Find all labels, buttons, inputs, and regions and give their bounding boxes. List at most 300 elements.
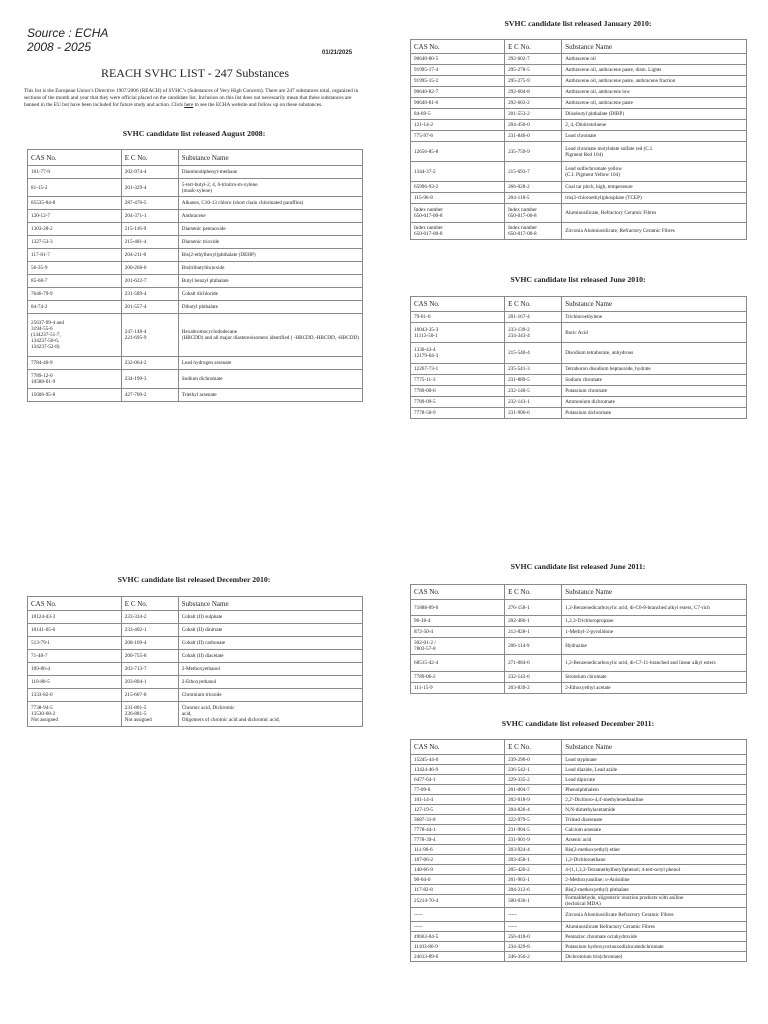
- cas-number-cell: 12267-73-1: [411, 364, 505, 375]
- ec-number-cell: 427-700-2: [121, 389, 178, 402]
- source-label: Source : ECHA: [27, 26, 109, 40]
- ec-number-cell: 232-140-5: [505, 386, 562, 397]
- substance-name-cell: Pentazinc chromate octahydroxide: [562, 932, 747, 942]
- cas-number-cell: 90-04-0: [411, 875, 505, 885]
- substance-name-cell: Sodium dichromate: [178, 370, 362, 389]
- cas-number-cell: 1303-28-2: [28, 223, 122, 236]
- ec-number-cell: 231-906-6: [505, 408, 562, 419]
- cas-number-cell: 96-18-4: [411, 616, 505, 627]
- ec-number-cell: 231-889-5: [505, 375, 562, 386]
- substance-name-cell: Anthracene oil, anthracene paste, anthracene fraction: [562, 76, 747, 87]
- ec-number-cell: 239-290-0: [505, 755, 562, 765]
- ec-number-cell: Index number 650-017-00-8: [505, 223, 562, 240]
- substance-name-cell: Hexabromocyclododecane (HBCDD) and all major diastereoisomers identified ( -HBCDD,-HBCDD, -HBCDD): [178, 314, 362, 357]
- table-row: [411, 312, 747, 323]
- table-row: [411, 616, 747, 627]
- column-header-substance-name: Substance Name: [178, 597, 362, 611]
- cas-number-cell: 65996-93-2: [411, 182, 505, 193]
- substance-name-cell: 2-Ethoxyethanol: [178, 676, 362, 689]
- table-row: [28, 611, 363, 624]
- column-header-ec-number: E C No.: [121, 597, 178, 611]
- cas-number-cell: 111-15-9: [411, 683, 505, 694]
- substance-name-cell: Cobalt (II) carbonate: [178, 637, 362, 650]
- substance-name-cell: 2-Methoxyethanol: [178, 663, 362, 676]
- ec-number-cell: 201-167-4: [505, 312, 562, 323]
- ec-number-cell: 203-804-1: [121, 676, 178, 689]
- table-row: [28, 223, 363, 236]
- table-row: [28, 357, 363, 370]
- table-row: [28, 210, 363, 223]
- cas-number-cell: 7738-94-5 13530-68-2 Not assigned: [28, 702, 122, 727]
- table-row: [28, 676, 363, 689]
- column-header-cas-number: CAS No.: [411, 40, 505, 54]
- table-row: [28, 301, 363, 314]
- table-row: [411, 655, 747, 672]
- cas-number-cell: 91995-15-2: [411, 76, 505, 87]
- ec-number-cell: 295-278-5: [505, 65, 562, 76]
- table-row: [411, 875, 747, 885]
- cas-number-cell: 107-06-2: [411, 855, 505, 865]
- ec-number-cell: 295-275-9: [505, 76, 562, 87]
- table-header-row: [411, 585, 747, 600]
- table-row: [411, 627, 747, 638]
- ec-number-cell: 236-542-1: [505, 765, 562, 775]
- ec-number-cell: 233-402-1: [121, 624, 178, 637]
- cas-number-cell: 7789-09-5: [411, 397, 505, 408]
- substance-name-cell: Zirconia Aluminosilicate, Refractory Ceramic Fibres: [562, 223, 747, 240]
- svhc-table-dec2011: [410, 739, 747, 962]
- cas-number-cell: 7789-00-6: [411, 386, 505, 397]
- substance-name-cell: Phenolphthalein: [562, 785, 747, 795]
- table-header-row: [28, 597, 363, 611]
- substance-name-cell: Calcium arsenate: [562, 825, 747, 835]
- column-header-cas-number: CAS No.: [28, 597, 122, 611]
- cas-number-cell: 872-50-4: [411, 627, 505, 638]
- ec-number-cell: 276-158-1: [505, 600, 562, 616]
- ec-number-cell: 292-604-8: [505, 87, 562, 98]
- cas-number-cell: 1344-37-2: [411, 162, 505, 182]
- table-row: [28, 689, 363, 702]
- table-row: [28, 275, 363, 288]
- column-header-ec-number: E C No.: [505, 40, 562, 54]
- substance-name-cell: Sodium chromate: [562, 375, 747, 386]
- table-row: [411, 835, 747, 845]
- cas-number-cell: 90640-82-7: [411, 87, 505, 98]
- table-row: [411, 638, 747, 655]
- cas-number-cell: 7778-39-4: [411, 835, 505, 845]
- cas-number-cell: 11103-86-9: [411, 942, 505, 952]
- table-row: [411, 785, 747, 795]
- cas-number-cell: 775-97-6: [411, 131, 505, 142]
- table-row: [411, 908, 747, 922]
- ec-number-cell: 204-450-0: [505, 120, 562, 131]
- cas-number-cell: 84-74-2: [28, 301, 122, 314]
- substance-name-cell: Alkanes, C10-13 chloro (short chain chlorinated paraffins): [178, 197, 362, 210]
- table-row: [411, 922, 747, 932]
- ec-number-cell: 231-901-9: [505, 835, 562, 845]
- table-row: [411, 162, 747, 182]
- substance-name-cell: tris(2-chloroethyl)phosphate (TCEP): [562, 193, 747, 204]
- table-row: [411, 87, 747, 98]
- table-row: [411, 109, 747, 120]
- ec-number-cell: 203-458-1: [505, 855, 562, 865]
- table-row: [411, 142, 747, 162]
- cas-number-cell: 68515-42-4: [411, 655, 505, 672]
- cas-number-cell: 10141-05-6: [28, 624, 122, 637]
- cas-number-cell: 85-68-7: [28, 275, 122, 288]
- ec-number-cell: 231-846-0: [505, 131, 562, 142]
- column-header-substance-name: Substance Name: [562, 297, 747, 312]
- substance-name-cell: Lead sulfochromate yellow (C.I. Pigment Yellow 104): [562, 162, 747, 182]
- table-row: [28, 197, 363, 210]
- ec-number-cell: 246-356-2: [505, 952, 562, 962]
- substance-name-cell: 1,2,3-Trichloropropane: [562, 616, 747, 627]
- ec-number-cell: 208-169-4: [121, 637, 178, 650]
- cas-number-cell: 110-80-5: [28, 676, 122, 689]
- ec-number-cell: 200-755-8: [121, 650, 178, 663]
- ec-number-cell: 231-589-4: [121, 288, 178, 301]
- cas-number-cell: 10043-35-3 11113-50-1: [411, 323, 505, 343]
- ec-number-cell: 201-553-2: [505, 109, 562, 120]
- substance-name-cell: Diaminodiphenyl-methane: [178, 166, 362, 179]
- cas-number-cell: 109-86-4: [28, 663, 122, 676]
- table-row: [28, 389, 363, 402]
- table-row: [411, 397, 747, 408]
- ec-number-cell: 235-541-3: [505, 364, 562, 375]
- cas-number-cell: 3687-31-8: [411, 815, 505, 825]
- substance-name-cell: 1,2-Benzenedicarboxylic acid, di-C6-8-branched alkyl esters, C7-rich: [562, 600, 747, 616]
- ec-number-cell: 232-143-1: [505, 397, 562, 408]
- ec-number-cell: 232-142-6: [505, 672, 562, 683]
- cas-number-cell: Index number 650-017-00-8: [411, 204, 505, 223]
- ec-number-cell: 204-212-6: [505, 885, 562, 895]
- table-row: [411, 343, 747, 364]
- table-row: [411, 182, 747, 193]
- substance-name-cell: Lead chromate molybdate sulfate red (C.I. Pigment Red 104): [562, 142, 747, 162]
- ec-number-cell: 215-540-4: [505, 343, 562, 364]
- table-row: [411, 408, 747, 419]
- column-header-cas-number: CAS No.: [28, 150, 122, 166]
- column-header-cas-number: CAS No.: [411, 585, 505, 600]
- substance-name-cell: Trilead diarsenate: [562, 815, 747, 825]
- substance-name-cell: Lead diazide, Lead azide: [562, 765, 747, 775]
- table-row: [411, 855, 747, 865]
- table-row: [411, 952, 747, 962]
- table-row: [411, 845, 747, 855]
- cas-number-cell: -----: [411, 922, 505, 932]
- ec-number-cell: 202-918-9: [505, 795, 562, 805]
- cas-number-cell: 91995-17-4: [411, 65, 505, 76]
- table-row: [28, 262, 363, 275]
- cas-number-cell: 7789-12-0 10588-01-9: [28, 370, 122, 389]
- substance-name-cell: 2, 4,-Dinitrotoluene: [562, 120, 747, 131]
- table-row: [411, 795, 747, 805]
- substance-name-cell: Cobalt (II) sulphate: [178, 611, 362, 624]
- ec-number-cell: 212-828-1: [505, 627, 562, 638]
- cas-number-cell: 127-19-5: [411, 805, 505, 815]
- cas-number-cell: 15245-44-0: [411, 755, 505, 765]
- ec-number-cell: -----: [505, 908, 562, 922]
- svhc-table-jun2011: [410, 584, 747, 694]
- substance-name-cell: 1,2-Dichloroethane: [562, 855, 747, 865]
- cas-number-cell: 85535-84-8: [28, 197, 122, 210]
- table-row: [411, 885, 747, 895]
- ec-number-cell: 231-904-5: [505, 825, 562, 835]
- ec-number-cell: 222-979-5: [505, 815, 562, 825]
- ec-number-cell: 215-607-8: [121, 689, 178, 702]
- substance-name-cell: 5-tert-butyl-2, 4, 6-trinitro-m-xylene (musk-xylene): [178, 179, 362, 197]
- substance-name-cell: Cobalt (II) diacetate: [178, 650, 362, 663]
- ec-number-cell: -----: [505, 922, 562, 932]
- cas-number-cell: 71-48-7: [28, 650, 122, 663]
- table-row: [411, 932, 747, 942]
- cas-number-cell: 84-69-5: [411, 109, 505, 120]
- ec-number-cell: 203-924-4: [505, 845, 562, 855]
- section-title-jun2011: SVHC candidate list released June 2011:: [510, 562, 646, 571]
- substance-name-cell: Anthracene: [178, 210, 362, 223]
- substance-name-cell: Bis(2-methoxyethyl) ether: [562, 845, 747, 855]
- substance-name-cell: Disodium tetraborate, anhydrous: [562, 343, 747, 364]
- intro-paragraph: This list is the European Union’s Directive 1907/2006 (REACH) of SVHC’s (Substances of Very High Concern). There are 247 substances total, organized in sections of the month and year that they were official placed on the candidate list. Inclusion on this list does not necessarily mean that these substances are banned in the EU but have been included for future study and action. Click here to see the ECHA website and follow up on these substances.: [24, 88, 359, 109]
- substance-name-cell: Cobalt (II) dinitrate: [178, 624, 362, 637]
- table-header-row: [28, 150, 363, 166]
- cas-number-cell: Index number 650-017-00-8: [411, 223, 505, 240]
- cas-number-cell: 12656-85-8: [411, 142, 505, 162]
- substance-name-cell: 2,2'-Dichloro-4,4'-methylenedianiline: [562, 795, 747, 805]
- substance-name-cell: Coal tar pitch, high, temperature: [562, 182, 747, 193]
- table-row: [411, 131, 747, 142]
- cas-number-cell: 121-14-2: [411, 120, 505, 131]
- table-row: [411, 865, 747, 875]
- table-row: [28, 663, 363, 676]
- table-row: [411, 375, 747, 386]
- table-row: [28, 370, 363, 389]
- table-row: [411, 193, 747, 204]
- ec-number-cell: 256-418-0: [505, 932, 562, 942]
- table-row: [28, 314, 363, 357]
- cas-number-cell: 25214-70-4: [411, 895, 505, 908]
- table-row: [411, 54, 747, 65]
- table-row: [28, 650, 363, 663]
- ec-number-cell: 232-064-2: [121, 357, 178, 370]
- column-header-ec-number: E C No.: [505, 740, 562, 755]
- cas-number-cell: 140-66-9: [411, 865, 505, 875]
- table-row: [411, 98, 747, 109]
- ec-number-cell: 271-084-6: [505, 655, 562, 672]
- substance-name-cell: 2-Ethoxyethyl acetate: [562, 683, 747, 694]
- cas-number-cell: 302-01-2 / 7803-57-8: [411, 638, 505, 655]
- ec-number-cell: 206-114-9: [505, 638, 562, 655]
- cas-number-cell: 7784-40-9: [28, 357, 122, 370]
- substance-name-cell: Boric Acid: [562, 323, 747, 343]
- substance-name-cell: Diisobutyl phthalate (DIBP): [562, 109, 747, 120]
- ec-number-cell: 215-481-4: [121, 236, 178, 249]
- cas-number-cell: 90640-80-5: [411, 54, 505, 65]
- ec-number-cell: 234-329-8: [505, 942, 562, 952]
- substance-name-cell: Lead chromate: [562, 131, 747, 142]
- cas-number-cell: 15606-95-8: [28, 389, 122, 402]
- substance-name-cell: 2-Methoxyaniline; o-Anisidine: [562, 875, 747, 885]
- substance-name-cell: Bis(tributyltin)oxide: [178, 262, 362, 275]
- ec-number-cell: 201-004-7: [505, 785, 562, 795]
- cas-number-cell: 117-82-8: [411, 885, 505, 895]
- substance-name-cell: Arsenic acid: [562, 835, 747, 845]
- cas-number-cell: 1327-53-3: [28, 236, 122, 249]
- table-row: [411, 805, 747, 815]
- ec-number-cell: 205-426-2: [505, 865, 562, 875]
- cas-number-cell: 115-96-8: [411, 193, 505, 204]
- ec-number-cell: 247-148-4 221-695-9: [121, 314, 178, 357]
- cas-number-cell: 56-35-9: [28, 262, 122, 275]
- table-row: [411, 323, 747, 343]
- substance-name-cell: Formaldehyde, oligomeric reaction products with aniline (technical MDA): [562, 895, 747, 908]
- substance-name-cell: Aluminosilicate, Refractory Ceramic Fibres: [562, 204, 747, 223]
- table-row: [28, 288, 363, 301]
- cas-number-cell: 513-79-1: [28, 637, 122, 650]
- substance-name-cell: Lead hydrogen arsenate: [178, 357, 362, 370]
- cas-number-cell: 7778-50-9: [411, 408, 505, 419]
- page-title: REACH SVHC LIST - 247 Substances: [100, 66, 290, 80]
- table-row: [411, 815, 747, 825]
- substance-name-cell: 4-(1,1,3,3-Tetramethylbutyl)phenol; 4-tert-octyl phenol: [562, 865, 747, 875]
- substance-name-cell: Lead dipicrate: [562, 775, 747, 785]
- ec-number-cell: 215-693-7: [505, 162, 562, 182]
- table-row: [411, 775, 747, 785]
- cas-number-cell: 101-14-4: [411, 795, 505, 805]
- table-row: [411, 765, 747, 775]
- substance-name-cell: Trichloroethylene: [562, 312, 747, 323]
- table-row: [411, 65, 747, 76]
- column-header-cas-number: CAS No.: [411, 740, 505, 755]
- ec-number-cell: 287-476-5: [121, 197, 178, 210]
- cas-number-cell: 117-81-7: [28, 249, 122, 262]
- substance-name-cell: Zirconia Aluminosilicate Refractory Ceramic Fibres: [562, 908, 747, 922]
- cas-number-cell: -----: [411, 908, 505, 922]
- cas-number-cell: 24613-89-6: [411, 952, 505, 962]
- echa-website-link[interactable]: here: [184, 102, 194, 109]
- table-header-row: [411, 297, 747, 312]
- table-row: [28, 624, 363, 637]
- ec-number-cell: 233-139-2 234-343-4: [505, 323, 562, 343]
- column-header-substance-name: Substance Name: [562, 585, 747, 600]
- table-row: [28, 702, 363, 727]
- section-title-aug2008: SVHC candidate list released August 2008:: [122, 129, 266, 138]
- cas-number-cell: 49663-84-5: [411, 932, 505, 942]
- table-row: [411, 204, 747, 223]
- table-row: [411, 895, 747, 908]
- ec-number-cell: 201-963-1: [505, 875, 562, 885]
- table-row: [28, 166, 363, 179]
- substance-name-cell: Tetraboron disodium heptaoxide, hydrate: [562, 364, 747, 375]
- section-title-jun2010: SVHC candidate list released June 2010:: [510, 275, 646, 284]
- ec-number-cell: 266-028-2: [505, 182, 562, 193]
- ec-number-cell: 202-974-4: [121, 166, 178, 179]
- ec-number-cell: 500-036-1: [505, 895, 562, 908]
- table-row: [411, 825, 747, 835]
- table-row: [411, 364, 747, 375]
- column-header-ec-number: E C No.: [505, 585, 562, 600]
- svhc-table-dec2010: [27, 596, 363, 727]
- ec-number-cell: Index number 650-017-00-8: [505, 204, 562, 223]
- table-row: [411, 120, 747, 131]
- ec-number-cell: 204-118-5: [505, 193, 562, 204]
- substance-name-cell: Anthracene oil: [562, 54, 747, 65]
- substance-name-cell: Diarsenic trioxide: [178, 236, 362, 249]
- year-range: 2008 - 2025: [27, 40, 92, 54]
- substance-name-cell: Bis(2-ethylhexyl)phthalate (DEHP): [178, 249, 362, 262]
- table-row: [411, 386, 747, 397]
- ec-number-cell: 200-268-0: [121, 262, 178, 275]
- substance-name-cell: Potassium dichromate: [562, 408, 747, 419]
- ec-number-cell: 233-334-2: [121, 611, 178, 624]
- substance-name-cell: Anthracene oil, anthracene paste, distn. Lights: [562, 65, 747, 76]
- substance-name-cell: N,N-dimethylacetamide: [562, 805, 747, 815]
- substance-name-cell: 1,2-Benzenedicarboxylic acid, di-C7-11-branched and linear alkyl esters: [562, 655, 747, 672]
- table-header-row: [411, 40, 747, 54]
- cas-number-cell: 25637-99-4 and 3194-55-6 (134237-51-7, 134237-50-6, 134237-52-8): [28, 314, 122, 357]
- cas-number-cell: 7778-44-1: [411, 825, 505, 835]
- svhc-table-aug2008: [27, 149, 363, 402]
- substance-name-cell: Cobalt dichloride: [178, 288, 362, 301]
- cas-number-cell: 13424-46-9: [411, 765, 505, 775]
- ec-number-cell: 204-371-1: [121, 210, 178, 223]
- ec-number-cell: 201-622-7: [121, 275, 178, 288]
- ec-number-cell: 203-839-2: [505, 683, 562, 694]
- table-row: [411, 672, 747, 683]
- table-row: [28, 236, 363, 249]
- substance-name-cell: 1-Methyl-2-pyrolidone: [562, 627, 747, 638]
- substance-name-cell: Chromic acid, Dichromic acid, Oligomers of chromic acid and dichromic acid,: [178, 702, 362, 727]
- table-row: [411, 76, 747, 87]
- ec-number-cell: 204-211-0: [121, 249, 178, 262]
- cas-number-cell: 1330-43-4 12179-04-3: [411, 343, 505, 364]
- substance-name-cell: Potassium chromate: [562, 386, 747, 397]
- substance-name-cell: Ammonium dichromate: [562, 397, 747, 408]
- document-date: 01/21/2025: [322, 50, 353, 56]
- cas-number-cell: 120-12-7: [28, 210, 122, 223]
- substance-name-cell: Strontium chromate: [562, 672, 747, 683]
- column-header-substance-name: Substance Name: [562, 40, 747, 54]
- table-row: [411, 600, 747, 616]
- table-row: [28, 249, 363, 262]
- cas-number-cell: 90640-81-6: [411, 98, 505, 109]
- section-title-dec2010: SVHC candidate list released December 2010:: [117, 575, 271, 584]
- column-header-substance-name: Substance Name: [562, 740, 747, 755]
- column-header-ec-number: E C No.: [121, 150, 178, 166]
- cas-number-cell: 7646-79-9: [28, 288, 122, 301]
- cas-number-cell: 81-15-2: [28, 179, 122, 197]
- section-title-jan2010: SVHC candidate list released January 2010:: [504, 19, 652, 28]
- ec-number-cell: 292-603-2: [505, 98, 562, 109]
- ec-number-cell: 231-801-5 236-881-5 Not assigned: [121, 702, 178, 727]
- ec-number-cell: 201-557-4: [121, 301, 178, 314]
- svhc-table-jun2010: [410, 296, 747, 419]
- cas-number-cell: 7789-06-2: [411, 672, 505, 683]
- table-row: [411, 223, 747, 240]
- ec-number-cell: 215-116-9: [121, 223, 178, 236]
- ec-number-cell: 229-335-2: [505, 775, 562, 785]
- substance-name-cell: Dibutyl phthalate: [178, 301, 362, 314]
- cas-number-cell: 7775-11-3: [411, 375, 505, 386]
- ec-number-cell: 204-826-4: [505, 805, 562, 815]
- section-title-dec2011: SVHC candidate list released December 2011:: [501, 719, 655, 728]
- cas-number-cell: 1333-82-0: [28, 689, 122, 702]
- substance-name-cell: Lead styphnate: [562, 755, 747, 765]
- substance-name-cell: Anthracene oil, anthracene low: [562, 87, 747, 98]
- substance-name-cell: Butyl benzyl phthalate: [178, 275, 362, 288]
- column-header-substance-name: Substance Name: [178, 150, 362, 166]
- cas-number-cell: 101-77-9: [28, 166, 122, 179]
